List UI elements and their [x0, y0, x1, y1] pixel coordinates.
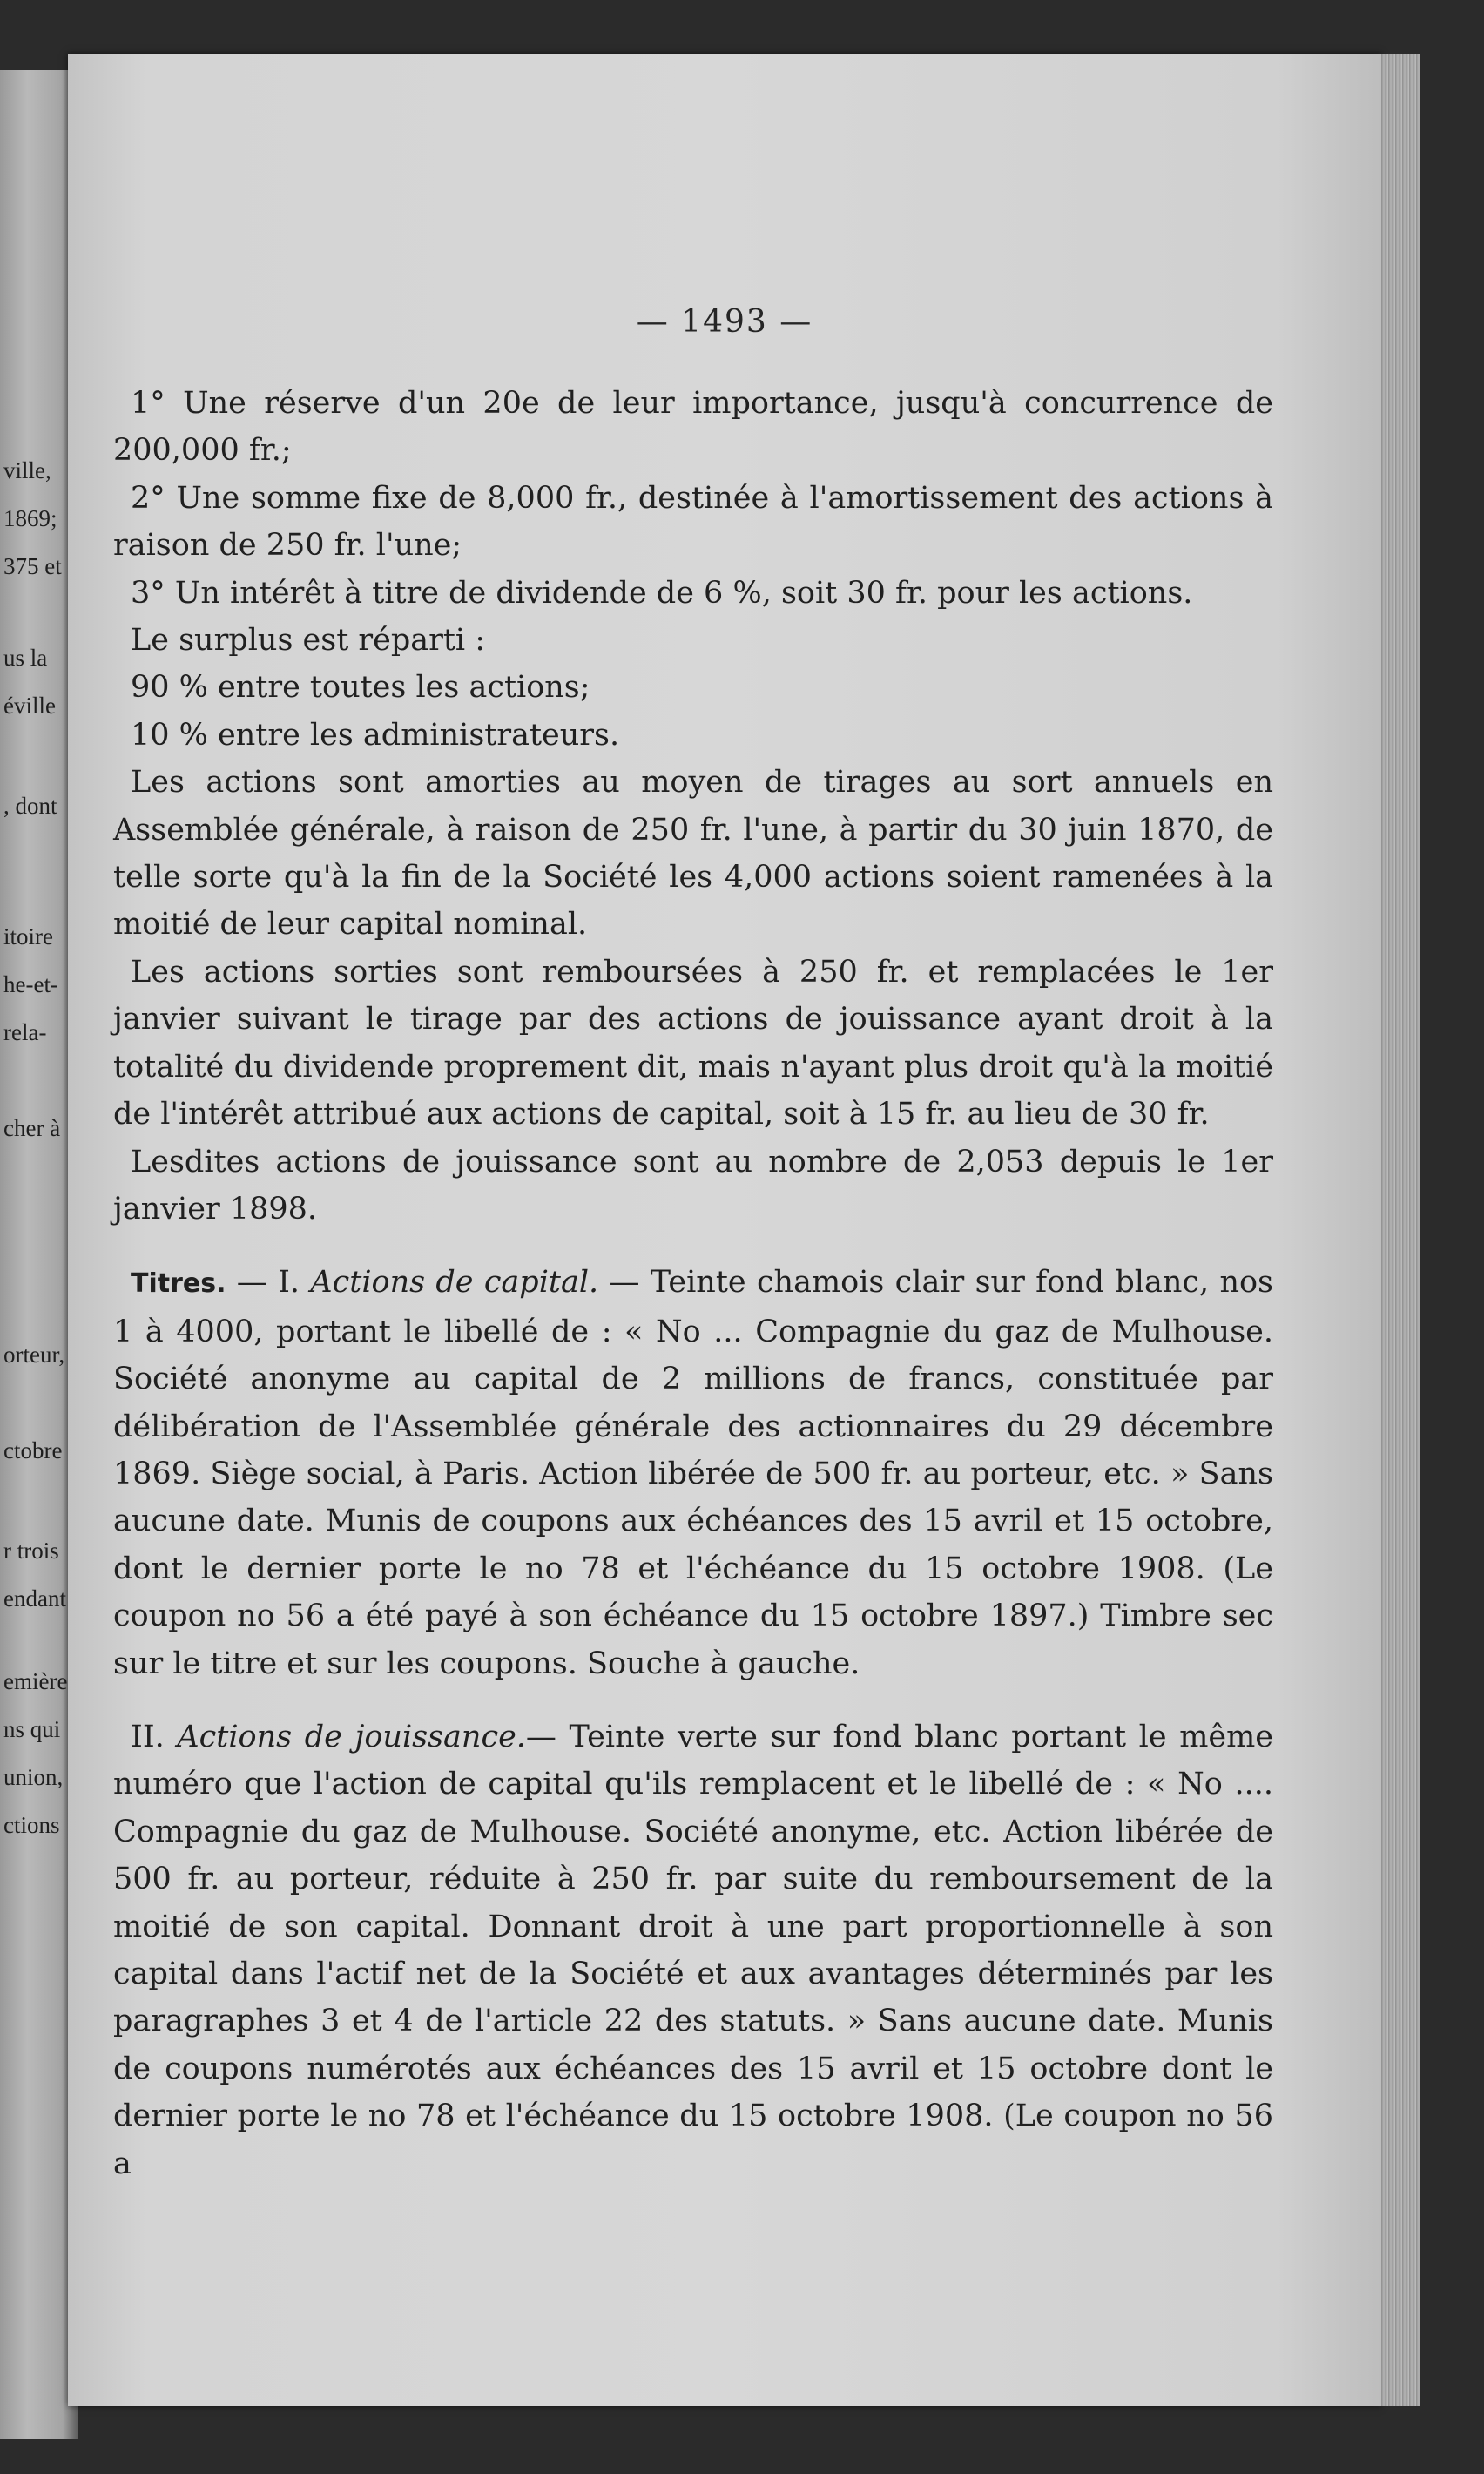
paragraph: Les actions sorties sont remboursées à 250 fr. et remplacées le 1er janvier suivant le tirage par des actions de jouissance ayant droit à la totalité du dividende proprement dit, mais n'ayant plus droit qu'à la moitié de l'intérêt attribué aux actions de capital, soit à 15 fr. au lieu de 30 fr.	[113, 954, 1273, 1132]
margin-fragment: ns qui	[3, 1716, 61, 1742]
page-number: — 1493 —	[636, 304, 813, 340]
titres-section	[113, 1259, 1273, 1687]
titres-label: Titres.	[131, 1268, 226, 1300]
margin-fragment: 1869;	[3, 505, 57, 531]
paragraph: Les actions sont amorties au moyen de tirages au sort annuels en Assemblée générale, à raison de 250 fr. l'une, à partir du 30 juin 1870, de telle sorte qu'à la fin de la Société les 4,000 actions soient ramenées à la moitié de leur capital nominal.	[113, 765, 1273, 943]
margin-fragment: he-et-	[3, 971, 58, 997]
margin-fragment: ctobre	[3, 1437, 63, 1463]
margin-fragment: , dont	[3, 793, 57, 819]
margin-fragment: r trois	[3, 1538, 59, 1564]
margin-fragment: ville,	[3, 457, 51, 483]
paragraph: 2° Une somme fixe de 8,000 fr., destinée à l'amortissement des actions à raison de 250 fr. l'une;	[113, 480, 1273, 564]
titres-lead: — I.	[226, 1265, 311, 1301]
margin-fragment: ctions	[3, 1812, 60, 1838]
paragraph: 1° Une réserve d'un 20e de leur importance, jusqu'à concurrence de 200,000 fr.;	[113, 386, 1273, 469]
margin-fragment: 375 et	[3, 553, 62, 579]
jouissance-section	[113, 1714, 1273, 2187]
margin-fragment: endant	[3, 1585, 66, 1612]
margin-fragment: rela-	[3, 1019, 47, 1045]
page-body	[113, 380, 1273, 2187]
page-edge-stack	[1381, 54, 1420, 2406]
margin-fragment: union,	[3, 1764, 64, 1790]
margin-fragment: emière	[3, 1668, 68, 1694]
margin-fragment: éville	[3, 693, 56, 719]
adjacent-page-strip	[0, 70, 78, 2439]
paragraph: 3° Un intérêt à titre de dividende de 6 %, soit 30 fr. pour les actions.	[131, 575, 1193, 611]
jouissance-text: — Teinte verte sur fond blanc portant le même numéro que l'action de capital qu'ils remplacent et le libellé de : « No .... Compagnie du gaz de Mulhouse. Société anonyme, etc. Action libérée de 500 fr. au porteur, réduite à 250 fr. par suite du remboursement de la moitié de son capital. Donnant droit à une part proportionnelle à son capital dans l'actif net de la Société et aux avantages déterminés par les paragraphes 3 et 4 de l'article 22 des statuts. » Sans aucune date. Munis de coupons numérotés aux échéances des 15 avril et 15 octobre dont le dernier porte le no 78 et l'échéance du 15 octobre 1908. (Le coupon no 56 a	[113, 1719, 1274, 2181]
jouissance-lead: II.	[131, 1719, 178, 1754]
margin-fragment: cher à	[3, 1115, 61, 1141]
titres-text: — Teinte chamois clair sur fond blanc, nos 1 à 4000, portant le libellé de : « No ... Compagnie du gaz de Mulhouse. Société anonyme au capital de 2 millions de francs, constituée par délibération de l'Assemblée générale des actionnaires du 29 décembre 1869. Siège social, à Paris. Action libérée de 500 fr. au porteur, etc. » Sans aucune date. Munis de coupons aux échéances des 15 avril et 15 octobre, dont le dernier porte le no 78 et l'échéance du 15 octobre 1908. (Le coupon no 56 a été payé à son échéance du 15 octobre 1897.) Timbre sec sur le titre et sur les coupons. Souche à gauche.	[113, 1265, 1274, 1681]
margin-fragment: orteur,	[3, 1342, 65, 1368]
paragraph: 10 % entre les administrateurs.	[131, 717, 620, 753]
margin-fragment: itoire	[3, 923, 53, 950]
book-page	[68, 54, 1381, 2406]
titres-heading: Actions de capital.	[310, 1265, 599, 1301]
jouissance-heading: Actions de jouissance.	[177, 1719, 526, 1754]
paragraph: Lesdites actions de jouissance sont au nombre de 2,053 depuis le 1er janvier 1898.	[113, 1144, 1273, 1227]
paragraph: Le surplus est réparti :	[131, 623, 486, 659]
margin-fragment: us la	[3, 645, 48, 671]
paragraph: 90 % entre toutes les actions;	[131, 670, 590, 706]
